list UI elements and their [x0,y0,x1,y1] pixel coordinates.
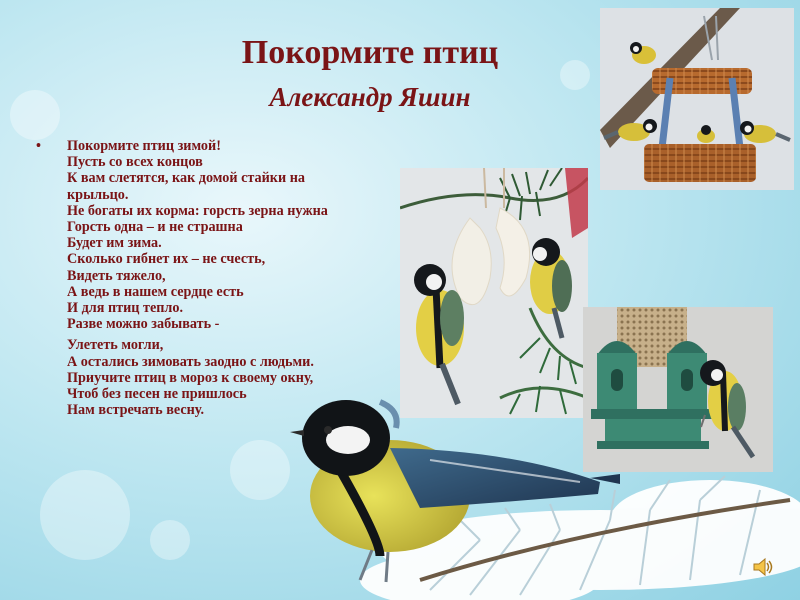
poem-lines [67,138,406,418]
bokeh [10,90,60,140]
poem-line: Приучите птиц в мороз к своему окну, [67,369,314,386]
poem-line: Видеть тяжело, [67,267,166,284]
poem-line: Не богаты их корма: горсть зерна нужна [67,202,328,219]
poem-line: Разве можно забывать - [67,316,220,333]
slide-author: Александр Яшин [269,82,471,112]
poem-line: Будет им зима. [67,235,162,252]
poem-line: Чтоб без песен не пришлось [67,386,247,403]
bullet-marker: • [36,138,41,154]
poem-line: Горсть одна – и не страшна [67,219,243,236]
poem-line: А ведь в нашем сердце есть [67,283,244,300]
bokeh [150,520,190,560]
poem-line: Пусть со всех концов [67,154,203,171]
poem-line: И для птиц тепло. [67,300,184,317]
great-tit-foreground [280,380,800,600]
photo-basket-feeder [600,8,794,190]
speaker-icon[interactable] [752,556,774,578]
slide-title: Покормите птиц [241,34,499,71]
bokeh [40,470,130,560]
poem-line: Нам встречать весну. [67,402,205,419]
poem-line: Улететь могли, [67,337,164,354]
poem-text [36,138,406,418]
poem-line: К вам слетятся, как домой стайки на крыльцо. [67,170,305,203]
poem-line: Покормите птиц зимой! [67,138,221,154]
poem-line: Сколько гибнет их – не счесть, [67,251,266,268]
poem-line: А остались зимовать заодно с людьми. [67,353,314,370]
